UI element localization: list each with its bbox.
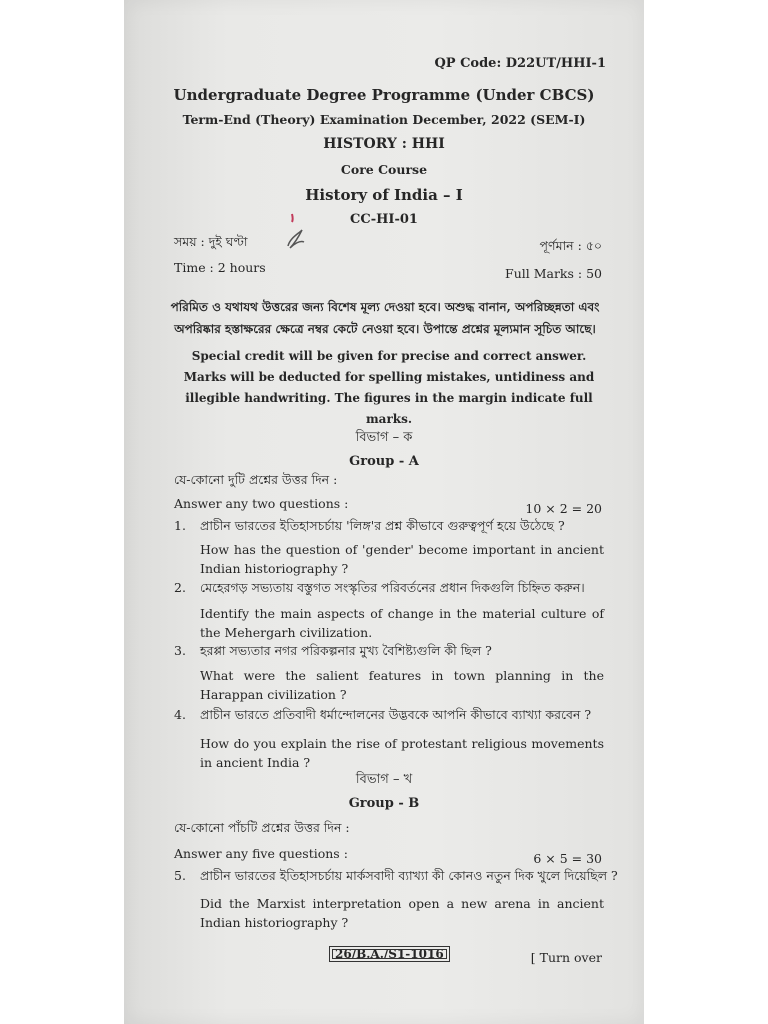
paper-code: CC-HI-01: [350, 212, 418, 227]
question-bengali: প্রাচীন ভারতের ইতিহাসচর্চায় 'লিঙ্গ'র প্রশ্ন কীভাবে গুরুত্বপূর্ণ হয়ে উঠেছে ?: [200, 518, 565, 533]
instructions-english: Special credit will be given for precise and correct answer. Marks will be deducted for spelling mistakes, untidiness and illegible handwriting. The figures in the margin indicate full marks.: [183, 349, 595, 426]
full-marks-english: Full Marks : 50: [505, 266, 602, 281]
footer-paper-code: 26/B.A./S1-1016: [329, 946, 450, 962]
group-a-instruction-bengali: যে-কোনো দুটি প্রশ্নের উত্তর দিন :: [174, 472, 338, 487]
question-number: 2.: [174, 580, 186, 595]
question-bengali: প্রাচীন ভারতে প্রতিবাদী ধর্মান্দোলনের উদ্ভবকে আপনি কীভাবে ব্যাখ্যা করবেন ?: [200, 707, 592, 722]
group-b-instruction-bengali: যে-কোনো পাঁচটি প্রশ্নের উত্তর দিন :: [174, 820, 350, 835]
exam-paper-page: [124, 0, 644, 1024]
paper-title: History of India – I: [305, 186, 463, 204]
course-type: Core Course: [340, 162, 428, 177]
programme-title: Undergraduate Degree Programme (Under CBCS): [173, 86, 595, 104]
turn-over-label: [ Turn over: [530, 950, 602, 965]
question-number: 1.: [174, 518, 186, 533]
question-number: 4.: [174, 707, 186, 722]
instructions-bengali: পরিমিত ও যথাযথ উত্তরের জন্য বিশেষ মূল্য দেওয়া হবে। অশুদ্ধ বানান, অপরিচ্ছন্নতা এবং অপরিষ্কার হস্তাক্ষরের ক্ষেত্রে নম্বর কেটে নেওয়া হবে। উপান্তে প্রশ্নের মূল্যমান সূচিত আছে।: [170, 300, 600, 336]
question-english: How do you explain the rise of protestant religious movements in ancient India ?: [200, 736, 604, 770]
question-bengali: হরপ্পা সভ্যতার নগর পরিকল্পনার মুখ্য বৈশিষ্ট্যগুলি কী ছিল ?: [200, 643, 492, 658]
qp-code: QP Code: D22UT/HHI-1: [434, 56, 606, 71]
group-a-title: Group - A: [349, 454, 419, 469]
group-a-marks: 10 × 2 = 20: [525, 501, 602, 516]
time-english: Time : 2 hours: [174, 260, 266, 275]
group-b-marks: 6 × 5 = 30: [533, 851, 602, 866]
question-number: 3.: [174, 643, 186, 658]
group-b-instruction: Answer any five questions :: [174, 846, 348, 861]
question-bengali: প্রাচীন ভারতের ইতিহাসচর্চায় মার্কসবাদী ব্যাখ্যা কী কোনও নতুন দিক খুলে দিয়েছিল ?: [200, 868, 618, 883]
question-english: How has the question of 'gender' become important in ancient Indian historiography ?: [200, 542, 604, 576]
group-b-title: Group - B: [348, 796, 420, 811]
exam-title: Term-End (Theory) Examination December, 2022 (SEM-I): [182, 112, 586, 127]
question-number: 5.: [174, 868, 186, 883]
group-a-instruction: Answer any two questions :: [174, 496, 349, 511]
question-english: Identify the main aspects of change in the material culture of the Mehergarh civilization.: [200, 606, 604, 640]
question-english: What were the salient features in town planning in the Harappan civilization ?: [200, 668, 604, 702]
group-a-title-bengali: বিভাগ – ক: [355, 430, 413, 445]
handwritten-tick-mark: [284, 208, 310, 252]
question-english: Did the Marxist interpretation open a new arena in ancient Indian historiography ?: [200, 896, 604, 930]
group-b-title-bengali: বিভাগ – খ: [355, 772, 413, 787]
full-marks-bengali: পূর্ণমান : ৫০: [539, 238, 602, 253]
subject-title: HISTORY : HHI: [323, 136, 445, 152]
time-bengali: সময় : দুই ঘণ্টা: [174, 234, 248, 249]
question-bengali: মেহেরগড় সভ্যতায় বস্তুগত সংস্কৃতির পরিবর্তনের প্রধান দিকগুলি চিহ্নিত করুন।: [200, 580, 585, 595]
